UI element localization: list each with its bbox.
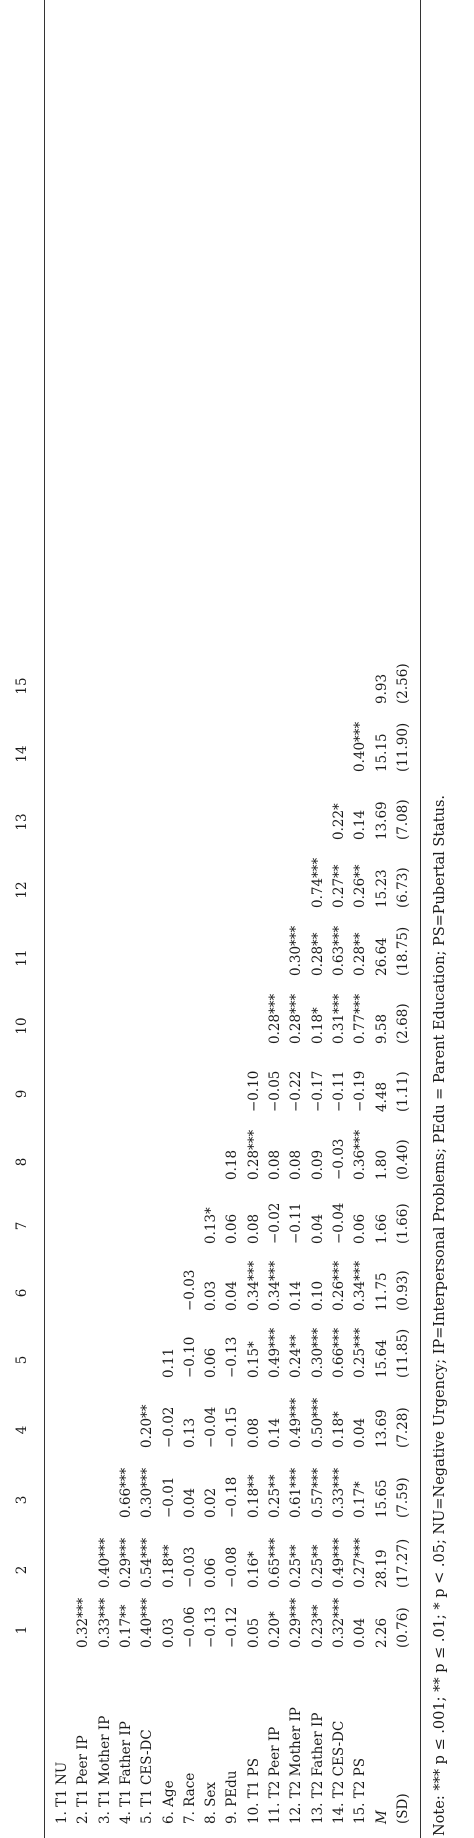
table-cell: 0.54*** <box>139 1537 156 1588</box>
table-cell: 0.25*** <box>352 1327 369 1378</box>
table-bottom-rule <box>420 0 421 1838</box>
column-header-10: 10 <box>14 1017 30 1035</box>
column-header-2: 2 <box>14 1565 30 1575</box>
table-cell: 0.63*** <box>330 925 347 976</box>
table-cell: 0.34*** <box>352 1260 369 1311</box>
table-cell: 15.15 <box>373 733 390 772</box>
table-cell: 0.61*** <box>288 1467 305 1518</box>
table-cell: 0.29*** <box>117 1537 134 1588</box>
table-cell: 0.24** <box>288 1334 305 1378</box>
table-cell: 0.13* <box>203 1207 220 1244</box>
table-cell: 0.34*** <box>245 1260 262 1311</box>
table-cell: (0.76) <box>394 1607 411 1648</box>
table-cell: −0.08 <box>224 1546 241 1588</box>
table-cell: 0.15* <box>245 1341 262 1378</box>
table-cell: 0.17** <box>117 1604 134 1648</box>
column-header-11: 11 <box>14 949 30 967</box>
table-cell: 0.28** <box>352 932 369 976</box>
table-cell: 11.75 <box>373 1272 390 1311</box>
table-cell: 0.06 <box>203 1557 220 1588</box>
table-cell: 9.93 <box>373 673 390 704</box>
table-cell: −0.11 <box>330 1070 347 1112</box>
table-cell: 15.64 <box>373 1339 390 1378</box>
table-cell: 0.28*** <box>245 1129 262 1180</box>
table-cell: 0.18** <box>245 1474 262 1518</box>
table-cell: −0.03 <box>181 1546 198 1588</box>
table-cell: 0.04 <box>352 1417 369 1448</box>
row-label: 8. Sex <box>203 1781 220 1824</box>
table-cell: −0.10 <box>245 1070 262 1112</box>
table-cell: 0.08 <box>267 1149 283 1180</box>
table-cell: −0.12 <box>224 1606 241 1648</box>
row-label: 7. Race <box>181 1772 198 1824</box>
table-cell: 0.10 <box>309 1280 326 1311</box>
table-cell: 0.14 <box>352 809 369 840</box>
table-cell: (11.85) <box>394 1328 411 1378</box>
table-cell: 4.48 <box>373 1081 390 1112</box>
table-cell: 0.13 <box>181 1417 198 1448</box>
table-cell: −0.02 <box>160 1406 177 1448</box>
table-cell: −0.04 <box>330 1202 347 1244</box>
table-cell: 15.65 <box>373 1479 390 1518</box>
table-cell: 0.06 <box>224 1213 241 1244</box>
table-cell: 0.32*** <box>330 1597 347 1648</box>
row-label: 14. T2 CES-DC <box>330 1720 347 1824</box>
table-cell: −0.13 <box>224 1336 241 1378</box>
table-top-rule <box>44 0 45 1838</box>
table-cell: 0.17* <box>352 1481 369 1518</box>
table-cell: 0.02 <box>203 1487 220 1518</box>
table-cell: 13.69 <box>373 801 390 840</box>
table-cell: −0.17 <box>309 1070 326 1112</box>
table-cell: 0.09 <box>309 1149 326 1180</box>
table-cell: 0.08 <box>245 1213 262 1244</box>
table-cell: −0.03 <box>330 1138 347 1180</box>
table-cell: 0.49*** <box>288 1397 305 1448</box>
table-cell: −0.19 <box>352 1070 369 1112</box>
table-cell: (17.27) <box>394 1538 411 1588</box>
table-cell: 15.23 <box>373 869 390 908</box>
table-cell: 0.74*** <box>309 857 326 908</box>
table-cell: 0.04 <box>352 1617 369 1648</box>
row-label: 2. T1 Peer IP <box>75 1735 92 1824</box>
column-header-7: 7 <box>14 1221 30 1231</box>
table-cell: −0.04 <box>203 1406 220 1448</box>
table-cell: 0.40*** <box>96 1537 113 1588</box>
row-label: 9. PEdu <box>224 1770 241 1824</box>
table-cell: 0.36*** <box>352 1129 369 1180</box>
table-cell: 0.14 <box>267 1417 283 1448</box>
table-cell: (1.66) <box>394 1203 411 1244</box>
table-cell: 0.25** <box>288 1544 305 1588</box>
table-cell: (11.90) <box>394 722 411 772</box>
row-label: 1. T1 NU <box>54 1761 70 1824</box>
table-cell: 0.25** <box>309 1544 326 1588</box>
table-cell: 0.08 <box>288 1149 305 1180</box>
table-cell: 0.26*** <box>330 1260 347 1311</box>
table-cell: (18.75) <box>394 926 411 976</box>
table-cell: (1.11) <box>394 1071 411 1112</box>
table-cell: 0.04 <box>309 1213 326 1244</box>
table-cell: −0.11 <box>288 1202 305 1244</box>
table-cell: 1.80 <box>373 1149 390 1180</box>
row-label: 4. T1 Father IP <box>117 1721 134 1824</box>
column-header-13: 13 <box>14 813 30 831</box>
table-cell: 13.69 <box>373 1409 390 1448</box>
table-cell: 0.20** <box>139 1404 156 1448</box>
table-cell: 0.49*** <box>330 1537 347 1588</box>
table-cell: 0.33*** <box>96 1597 113 1648</box>
table-cell: (7.08) <box>394 799 411 840</box>
table-cell: 0.66*** <box>330 1327 347 1378</box>
table-cell: 0.18* <box>309 1007 326 1044</box>
table-cell: (6.73) <box>394 867 411 908</box>
table-cell: 0.27** <box>330 864 347 908</box>
table-cell: 0.40*** <box>352 721 369 772</box>
table-cell: 0.05 <box>245 1617 262 1648</box>
table-cell: −0.13 <box>203 1606 220 1648</box>
table-cell: 0.03 <box>203 1280 220 1311</box>
table-cell: −0.03 <box>181 1269 198 1311</box>
table-cell: 0.66*** <box>117 1467 134 1518</box>
table-cell: −0.15 <box>224 1406 241 1448</box>
table-cell: 0.18 <box>224 1149 241 1180</box>
table-cell: (0.93) <box>394 1270 411 1311</box>
table-cell: 0.06 <box>352 1213 369 1244</box>
table-cell: 28.19 <box>373 1549 390 1588</box>
table-cell: −0.05 <box>267 1070 283 1112</box>
table-cell: 0.04 <box>181 1487 198 1518</box>
table-cell: 0.06 <box>203 1347 220 1378</box>
table-cell: 9.58 <box>373 1013 390 1044</box>
column-header-5: 5 <box>14 1355 30 1365</box>
table-cell: 0.08 <box>245 1417 262 1448</box>
row-label: 10. T1 PS <box>245 1758 262 1824</box>
table-cell: −0.01 <box>160 1476 177 1518</box>
table-cell: 0.50*** <box>309 1397 326 1448</box>
table-cell: 0.04 <box>224 1280 241 1311</box>
column-header-1: 1 <box>14 1625 30 1635</box>
table-cell: (0.40) <box>394 1139 411 1180</box>
table-cell: 0.28*** <box>267 993 283 1044</box>
table-cell: 26.64 <box>373 937 390 976</box>
table-cell: 2.26 <box>373 1617 390 1648</box>
table-cell: 0.77*** <box>352 993 369 1044</box>
row-label: 11. T2 Peer IP <box>267 1726 283 1824</box>
column-header-6: 6 <box>14 1288 30 1298</box>
row-label: 3. T1 Mother IP <box>96 1715 113 1824</box>
table-cell: 0.25** <box>267 1474 283 1518</box>
table-cell: −0.02 <box>267 1202 283 1244</box>
table-cell: 0.22* <box>330 803 347 840</box>
table-cell: 0.65*** <box>267 1537 283 1588</box>
table-cell: 0.03 <box>160 1617 177 1648</box>
table-cell: 0.23** <box>309 1604 326 1648</box>
row-label: 15. T2 PS <box>352 1758 369 1824</box>
column-header-12: 12 <box>14 881 30 899</box>
row-label: M <box>373 1810 390 1824</box>
table-cell: (7.59) <box>394 1477 411 1518</box>
table-cell: 0.29*** <box>288 1597 305 1648</box>
table-cell: −0.22 <box>288 1070 305 1112</box>
table-cell: 0.28** <box>309 932 326 976</box>
table-cell: −0.10 <box>181 1336 198 1378</box>
table-note: Note: *** p ≤ .001; ** p ≤ .01; * p < .05; NU=Negative Urgency; IP=Interpersonal Problems; PEdu = Parent Education; PS=Pubertal Status. <box>432 794 448 1836</box>
column-header-8: 8 <box>14 1157 30 1167</box>
row-label: (SD) <box>394 1793 411 1824</box>
table-cell: −0.18 <box>224 1476 241 1518</box>
table-cell: 0.16* <box>245 1551 262 1588</box>
table-cell: 0.49*** <box>267 1327 283 1378</box>
table-cell: 0.57*** <box>309 1467 326 1518</box>
table-cell: 0.40*** <box>139 1597 156 1648</box>
table-cell: 0.30*** <box>288 925 305 976</box>
table-cell: 0.32*** <box>75 1597 92 1648</box>
table-cell: 0.28*** <box>288 993 305 1044</box>
table-cell: 0.30*** <box>309 1327 326 1378</box>
table-cell: 0.27*** <box>352 1537 369 1588</box>
table-cell: 0.26** <box>352 864 369 908</box>
table-cell: (2.56) <box>394 663 411 704</box>
table-cell: 0.14 <box>288 1280 305 1311</box>
table-cell: 0.31*** <box>330 993 347 1044</box>
row-label: 12. T2 Mother IP <box>288 1707 305 1824</box>
table-cell: 1.66 <box>373 1213 390 1244</box>
row-label: 5. T1 CES-DC <box>139 1729 156 1824</box>
row-label: 13. T2 Father IP <box>309 1712 326 1824</box>
column-header-3: 3 <box>14 1495 30 1505</box>
column-header-4: 4 <box>14 1425 30 1435</box>
table-cell: 0.20* <box>267 1611 283 1648</box>
table-cell: (7.28) <box>394 1407 411 1448</box>
row-label: 6. Age <box>160 1780 177 1824</box>
column-header-14: 14 <box>14 745 30 763</box>
column-header-9: 9 <box>14 1089 30 1099</box>
table-cell: 0.30*** <box>139 1467 156 1518</box>
table-cell: −0.06 <box>181 1606 198 1648</box>
table-cell: (2.68) <box>394 1003 411 1044</box>
table-cell: 0.33*** <box>330 1467 347 1518</box>
table-cell: 0.18** <box>160 1544 177 1588</box>
table-cell: 0.11 <box>160 1347 177 1378</box>
table-cell: 0.18* <box>330 1411 347 1448</box>
table-cell: 0.34*** <box>267 1260 283 1311</box>
column-header-15: 15 <box>14 677 30 695</box>
